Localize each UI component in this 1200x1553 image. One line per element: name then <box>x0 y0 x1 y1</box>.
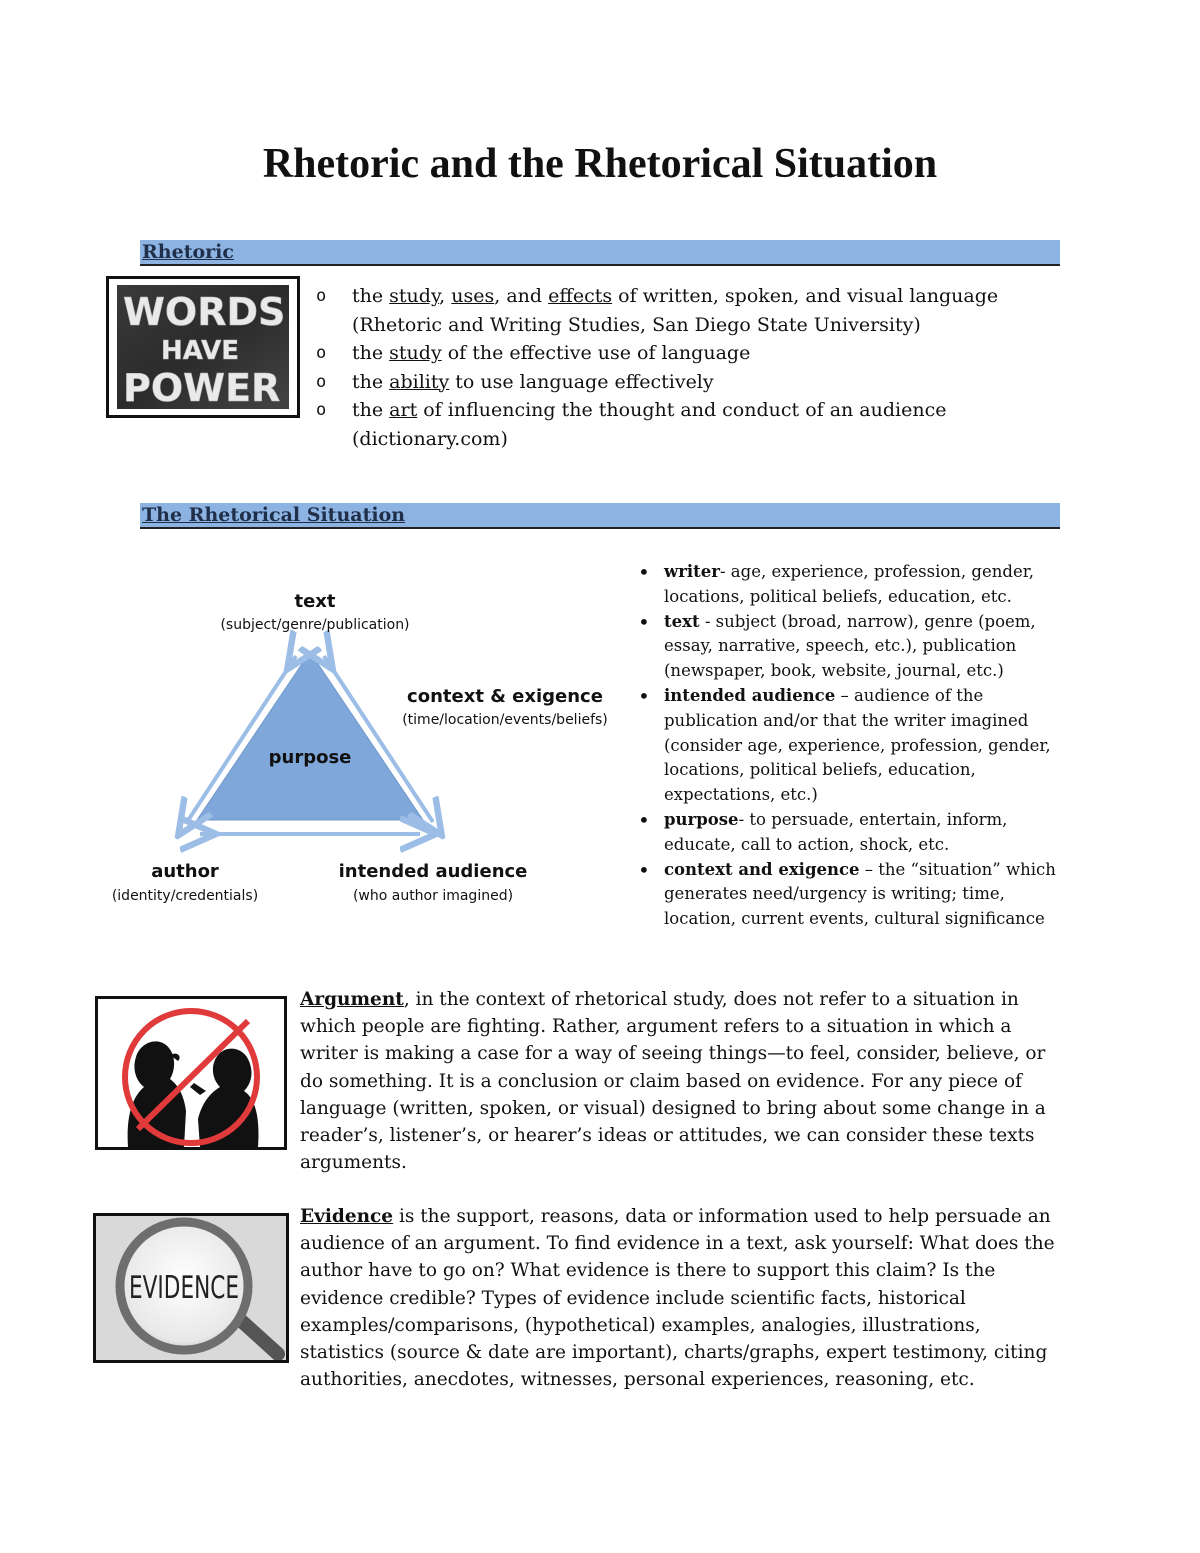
magnifier-illustration <box>96 1216 286 1360</box>
section-heading-situation: The Rhetorical Situation <box>142 504 406 526</box>
rhetoric-definition-list <box>316 282 1036 453</box>
diagram-label-purpose: purpose <box>268 747 352 768</box>
argument-paragraph <box>300 986 1060 1176</box>
section-heading-rhetoric: Rhetoric <box>142 241 234 263</box>
diagram-label-author: author <box>151 861 219 882</box>
chalk-word-3: POWER <box>123 366 281 410</box>
list-item: o the ability to use language effectively <box>316 368 1036 397</box>
diagram-sub-text: (subject/genre/publication) <box>220 617 410 633</box>
chalk-word-1: WORDS <box>123 290 286 334</box>
evidence-paragraph <box>300 1203 1060 1393</box>
section-heading-band-situation <box>140 503 1060 529</box>
evidence-image-word: EVIDENCE <box>129 1270 239 1306</box>
situation-element-list <box>636 560 1056 932</box>
argument-text: , in the context of rhetorical study, does not refer to a situation in which people are fighting. Rather, argument refers to a situation in which a writer is making a case for a way of seeing things—to feel, consider, believe, or do something. It is a conclusion or claim based on evidence. For any piece of language (written, spoken, or visual) designed to bring about some change in a reader’s, listener’s, or hearer’s ideas or attitudes, we can consider these texts arguments. <box>300 989 1046 1174</box>
rhetorical-triangle-diagram <box>100 580 630 910</box>
list-item: • intended audience – audience of the publication and/or that the writer imagined (consider age, experience, profession, gender, locations, political beliefs, education, expectations, etc.) <box>636 684 1056 808</box>
chalkboard-illustration <box>109 279 297 415</box>
page-title: Rhetoric and the Rhetorical Situation <box>262 141 938 187</box>
diagram-sub-context: (time/location/events/beliefs) <box>402 712 608 728</box>
diagram-sub-audience: (who author imagined) <box>352 888 514 904</box>
list-item: • writer- age, experience, profession, gender, locations, political beliefs, education, etc. <box>636 560 1056 610</box>
diagram-label-audience: intended audience <box>338 861 528 882</box>
list-item: o the art of influencing the thought and conduct of an audience (dictionary.com) <box>316 396 1036 453</box>
evidence-term: Evidence <box>300 1206 394 1227</box>
no-fighting-illustration <box>98 999 284 1147</box>
diagram-sub-author: (identity/credentials) <box>111 888 259 904</box>
diagram-label-context: context & exigence <box>407 686 603 707</box>
evidence-text: is the support, reasons, data or information used to help persuade an audience of an argument. To find evidence in a text, ask yourself: What does the author have to go on? What evidence is there to support this claim? Is the evidence credible? Types of evidence include scientific facts, historical examples/comparisons, (hypothetical) examples, analogies, illustrations, statistics (source & date are important), charts/graphs, expert testimony, citing authorities, anecdotes, witnesses, personal experiences, reasoning, etc. <box>300 1206 1055 1391</box>
purpose-triangle <box>197 652 423 820</box>
list-item: • purpose- to persuade, entertain, inform, educate, call to action, shock, etc. <box>636 808 1056 858</box>
list-item: o the study, uses, and effects of written, spoken, and visual language (Rhetoric and Writing Studies, San Diego State University) <box>316 282 1036 339</box>
diagram-label-text: text <box>294 591 336 612</box>
list-item: • text - subject (broad, narrow), genre (poem, essay, narrative, speech, etc.), publication (newspaper, book, website, journal, etc.) <box>636 610 1056 684</box>
section-heading-band-rhetoric <box>140 240 1060 266</box>
chalk-word-2: HAVE <box>161 336 239 366</box>
evidence-magnifier-image <box>93 1213 289 1363</box>
list-item: o the study of the effective use of language <box>316 339 1036 368</box>
argument-term: Argument <box>300 989 404 1010</box>
words-have-power-image <box>106 276 300 418</box>
no-fighting-image <box>95 996 287 1150</box>
list-item: • context and exigence – the “situation” which generates need/urgency is writing; time, location, current events, cultural significance <box>636 858 1056 932</box>
